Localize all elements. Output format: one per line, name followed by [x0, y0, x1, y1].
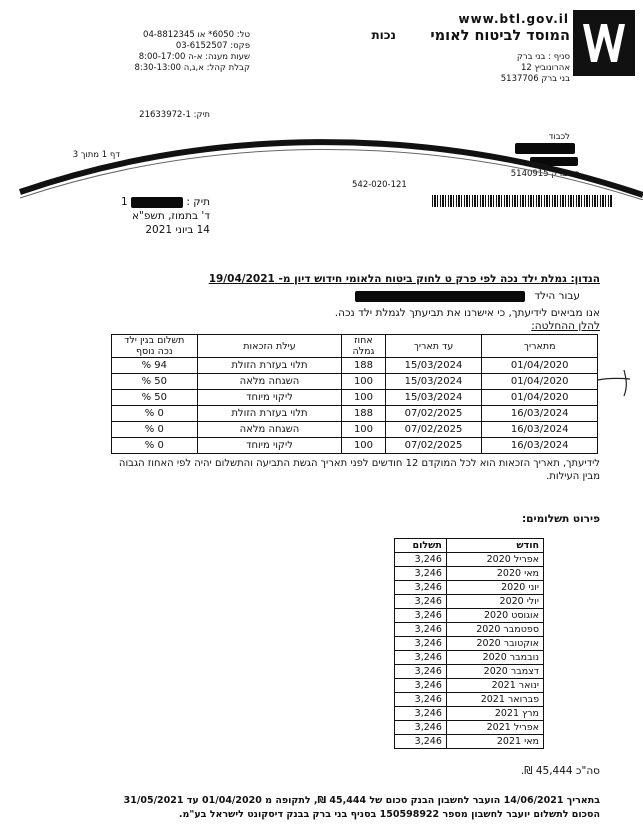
- reception-label: קבלת קהל:: [206, 63, 250, 73]
- additional: 50 %: [112, 390, 198, 406]
- header-amount: תשלום: [395, 539, 447, 553]
- table-row: [112, 406, 598, 422]
- eligibility-header-row: [112, 335, 598, 358]
- table-row: [112, 374, 598, 390]
- page-info: דף 1 מתוך 3: [72, 150, 120, 160]
- payments-total: סה"כ 45,444 ₪.: [520, 765, 600, 777]
- amount: 3,246: [395, 665, 447, 679]
- month: מאי 2020: [446, 567, 543, 581]
- month: פברואר 2021: [446, 693, 543, 707]
- table-row: [395, 721, 544, 735]
- btl-logo: [573, 10, 635, 76]
- table-row: [395, 735, 544, 749]
- percent: 100: [342, 438, 385, 454]
- eligibility-table: [111, 334, 598, 454]
- file-label: תיק:: [193, 110, 210, 120]
- reception-row: [110, 63, 250, 74]
- hours-label: שעות מענה:: [205, 52, 250, 62]
- barcode: [432, 195, 612, 207]
- table-row: [395, 567, 544, 581]
- recipient-zip: 5140915: [510, 169, 549, 179]
- reception-time: 8:30-13:00: [134, 63, 182, 73]
- amount: 3,246: [395, 637, 447, 651]
- month: דצמבר 2020: [446, 665, 543, 679]
- amount: 3,246: [395, 693, 447, 707]
- amount: 3,246: [395, 707, 447, 721]
- table-row: [395, 679, 544, 693]
- additional: 0 %: [112, 406, 198, 422]
- header-cause: עילת הזכאות: [197, 335, 342, 358]
- from-date: 01/04/2020: [482, 358, 598, 374]
- additional: 50 %: [112, 374, 198, 390]
- from-date: 01/04/2020: [482, 374, 598, 390]
- percent: 188: [342, 358, 385, 374]
- percent: 100: [342, 390, 385, 406]
- header-to-date: עד תאריך: [385, 335, 482, 358]
- fax: פקס: 03-6152507: [175, 41, 250, 51]
- department: נכות: [371, 28, 396, 42]
- additional: 0 %: [112, 422, 198, 438]
- cause: תלוי בעזרת הזולת: [197, 406, 342, 422]
- table-row: [395, 651, 544, 665]
- ref-code: 542-020-121: [352, 180, 407, 190]
- month: מאי 2021: [446, 735, 543, 749]
- table-row: [395, 637, 544, 651]
- to-date: 15/03/2024: [385, 390, 482, 406]
- month: אפריל 2020: [446, 553, 543, 567]
- table-row: [112, 358, 598, 374]
- child-row: [230, 290, 580, 302]
- table-row: [395, 623, 544, 637]
- from-date: 16/03/2024: [482, 422, 598, 438]
- from-date: 16/03/2024: [482, 406, 598, 422]
- to-date: 07/02/2025: [385, 406, 482, 422]
- child-label: עבור הילד: [534, 290, 580, 302]
- month: אוקטובר 2020: [446, 637, 543, 651]
- file-number: 21633972-1: [139, 110, 191, 120]
- additional: 94 %: [112, 358, 198, 374]
- amount: 3,246: [395, 595, 447, 609]
- cause: תלוי בעזרת הזולת: [197, 358, 342, 374]
- cause: השגחה מלאה: [197, 422, 342, 438]
- header-swoosh: [0, 100, 643, 200]
- table-row: [112, 422, 598, 438]
- letter-file-label: תיק :: [186, 196, 210, 208]
- to-date: 07/02/2025: [385, 422, 482, 438]
- payments-footer-1: בתאריך 14/06/2021 הועבר לחשבון הבנק סכום של 45,444 ₪, לתקופה מ 01/04/2020 עד 31/05/2021: [123, 795, 600, 806]
- to-date: 15/03/2024: [385, 358, 482, 374]
- header-month: חודש: [446, 539, 543, 553]
- hours-days: א-ה: [188, 52, 203, 62]
- contact-info: [110, 30, 250, 74]
- branch-name: סניף : בני ברק: [516, 52, 570, 62]
- header-additional: תשלום בגין ילד נכה נוסף: [112, 335, 198, 358]
- intro-text: אנו מביאים לידיעתך, כי אישרנו את תביעתך לגמלת ילד נכה.: [334, 307, 600, 319]
- note-line-1: לידיעתך, תאריך הזכאות הוא לכל המוקדם 12 חודשים לפני תאריך הגשת התביעה והתשלום יהיה לפי האחוז הגבוה: [118, 458, 600, 469]
- month: יוני 2020: [446, 581, 543, 595]
- percent: 100: [342, 422, 385, 438]
- month: נובמבר 2020: [446, 651, 543, 665]
- month: ספטמבר 2020: [446, 623, 543, 637]
- to-date: 15/03/2024: [385, 374, 482, 390]
- hours-row: [110, 52, 250, 63]
- recipient-to: לכבוד: [548, 132, 570, 142]
- to-date: 07/02/2025: [385, 438, 482, 454]
- table-row: [395, 581, 544, 595]
- amount: 3,246: [395, 553, 447, 567]
- table-row: [112, 438, 598, 454]
- pen-mark-icon: [596, 368, 636, 398]
- subject-line: הנדון: גמלת ילד נכה לפי פרק ט לחוק ביטוח הלאומי חידוש דיון מ- 19/04/2021: [208, 273, 600, 285]
- amount: 3,246: [395, 581, 447, 595]
- site-url[interactable]: www.btl.gov.il: [458, 12, 569, 26]
- branch-street: אהרונוביץ 12: [521, 63, 570, 73]
- payments-table: [394, 538, 544, 749]
- amount: 3,246: [395, 609, 447, 623]
- cause: ליקוי מיוחד: [197, 390, 342, 406]
- amount: 3,246: [395, 651, 447, 665]
- from-date: 16/03/2024: [482, 438, 598, 454]
- letter-file-suffix: 1: [121, 196, 128, 208]
- month: יולי 2020: [446, 595, 543, 609]
- amount: 3,246: [395, 721, 447, 735]
- amount: 3,246: [395, 735, 447, 749]
- table-row: [395, 693, 544, 707]
- cause: ליקוי מיוחד: [197, 438, 342, 454]
- note-line-2: מבין העילות.: [546, 471, 600, 482]
- recipient-city: בני ברק: [551, 169, 580, 179]
- table-row: [395, 595, 544, 609]
- percent: 188: [342, 406, 385, 422]
- table-row: [395, 665, 544, 679]
- branch-info: [440, 52, 570, 85]
- cause: השגחה מלאה: [197, 374, 342, 390]
- month: ינואר 2021: [446, 679, 543, 693]
- payments-footer-2: הסכום לתשלום יועבר לחשבון מספר 150598922 בסניף בני ברק בבנק דיסקונט לישראל בע"מ.: [178, 809, 600, 820]
- table-row: [112, 390, 598, 406]
- amount: 3,246: [395, 623, 447, 637]
- from-date: 01/04/2020: [482, 390, 598, 406]
- month: אפריל 2021: [446, 721, 543, 735]
- letter-date: 14 ביוני 2021: [145, 224, 210, 236]
- month: אוגוסט 2020: [446, 609, 543, 623]
- payments-header-row: [395, 539, 544, 553]
- header-from-date: מתאריך: [482, 335, 598, 358]
- redacted-file-number: [131, 197, 183, 208]
- table-row: [395, 707, 544, 721]
- branch-city: בני ברק 5137706: [500, 74, 570, 84]
- amount: 3,246: [395, 567, 447, 581]
- payments-title: פירוט תשלומים:: [521, 513, 600, 525]
- btl-logo-icon: [573, 10, 635, 76]
- hebrew-date: ד' בתמוז, תשפ"א: [132, 210, 210, 222]
- reception-days: א,ג,ה: [183, 63, 204, 73]
- redacted-child-name: [355, 291, 525, 302]
- decision-label: להלן ההחלטה:: [531, 320, 600, 332]
- amount: 3,246: [395, 679, 447, 693]
- hours-time: 8:00-17:00: [138, 52, 186, 62]
- phone: טל: 6050* או 04-8812345: [143, 30, 250, 40]
- table-row: [395, 609, 544, 623]
- month: מרץ 2021: [446, 707, 543, 721]
- table-row: [395, 553, 544, 567]
- org-name: המוסד לביטוח לאומי: [430, 28, 570, 44]
- additional: 0 %: [112, 438, 198, 454]
- header-percent: אחוז גמלה: [342, 335, 385, 358]
- letter-file-row: [90, 196, 210, 208]
- percent: 100: [342, 374, 385, 390]
